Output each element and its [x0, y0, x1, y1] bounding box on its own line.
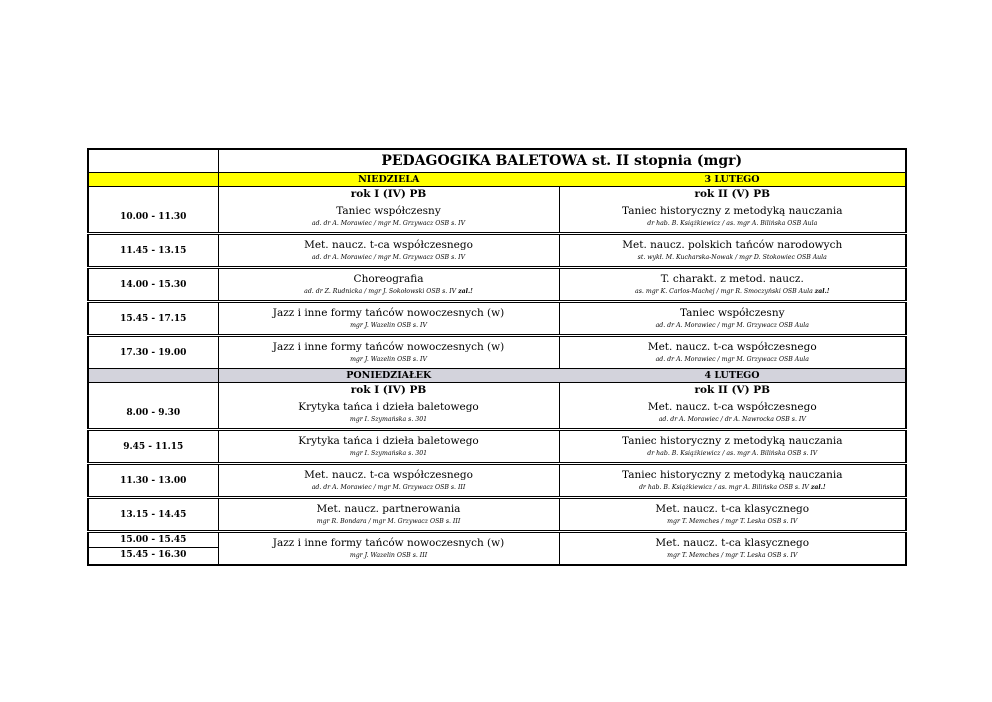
class-cell-right: [559, 336, 906, 369]
teacher-info: [560, 354, 906, 366]
year-label-left: rok I (IV) PB: [218, 383, 559, 398]
teacher-names: dr hab. B. Książkiewicz / as. mgr A. Bilińska OSB s. IV: [638, 483, 809, 491]
teacher-names: mgr T. Memches / mgr T. Leska OSB s. IV: [667, 551, 798, 559]
teacher-info: [219, 252, 559, 264]
year-header-blank: [88, 383, 218, 398]
schedule-row: [88, 532, 906, 566]
time-slot: 10.00 - 11.30: [120, 211, 187, 222]
title-blank-cell: [88, 149, 218, 173]
day-name: PONIEDZIAŁEK: [218, 369, 559, 383]
teacher-names: ad. dr Z. Rudnicka / mgr J. Sokołowski OSB s. IV: [304, 287, 457, 295]
teacher-info: [219, 320, 559, 332]
teacher-names: mgr J. Wazelin OSB s. IV: [350, 355, 427, 363]
class-cell-right: [559, 498, 906, 532]
teacher-info: [560, 218, 906, 230]
credit-note: zal.!: [814, 287, 830, 295]
course-name: Taniec współczesny: [679, 306, 785, 319]
class-cell-left: [218, 397, 559, 430]
teacher-info: [219, 218, 559, 230]
class-cell-left: [218, 532, 559, 566]
time-slot: 9.45 - 11.15: [123, 441, 184, 452]
day-header-row: [88, 369, 906, 383]
teacher-names: dr hab. B. Książkiewicz / as. mgr A. Bilińska OSB s. IV: [647, 449, 818, 457]
year-label-left: rok I (IV) PB: [218, 187, 559, 202]
time-slot: 15.45 - 16.30: [89, 547, 218, 562]
page-title: PEDAGOGIKA BALETOWA st. II stopnia (mgr): [218, 149, 906, 173]
time-cell: [88, 532, 218, 566]
day-header-row: [88, 173, 906, 187]
time-slot: 17.30 - 19.00: [120, 347, 187, 358]
schedule-row: [88, 201, 906, 234]
course-name: Jazz i inne formy tańców nowoczesnych (w): [272, 536, 505, 549]
year-label-right: rok II (V) PB: [559, 383, 906, 398]
teacher-names: ad. dr A. Morawiec / mgr M. Grzywacz OSB s. IV: [311, 253, 466, 261]
teacher-names: st. wykł. M. Kucharska-Nowak / mgr D. Stokowiec OSB Aula: [637, 253, 827, 261]
time-cell: [88, 430, 218, 464]
day-date: 4 LUTEGO: [559, 369, 906, 383]
class-cell-right: [559, 532, 906, 566]
schedule-row: [88, 498, 906, 532]
teacher-info: [560, 482, 906, 494]
timetable: [87, 148, 907, 566]
teacher-info: [560, 252, 906, 264]
schedule-row: [88, 464, 906, 498]
day-date: 3 LUTEGO: [559, 173, 906, 187]
course-name: Met. naucz. t-ca współczesnego: [304, 238, 473, 251]
class-cell-left: [218, 302, 559, 336]
teacher-info: [219, 414, 559, 426]
time-cell: [88, 234, 218, 268]
class-cell-left: [218, 336, 559, 369]
teacher-names: mgr J. Wazelin OSB s. IV: [350, 321, 427, 329]
course-name: Met. naucz. t-ca współczesnego: [304, 468, 473, 481]
teacher-names: mgr J. Wazelin OSB s. III: [349, 551, 428, 559]
course-name: Taniec historyczny z metodyką nauczania: [622, 434, 843, 447]
day-name: NIEDZIELA: [218, 173, 559, 187]
time-slot: 11.30 - 13.00: [120, 475, 187, 486]
class-cell-left: [218, 234, 559, 268]
teacher-names: ad. dr A. Morawiec / mgr M. Grzywacz OSB Aula: [655, 321, 809, 329]
course-name: Met. naucz. t-ca klasycznego: [655, 536, 810, 549]
schedule-row: [88, 336, 906, 369]
time-cell: [88, 302, 218, 336]
teacher-names: ad. dr A. Morawiec / mgr M. Grzywacz OSB s. III: [311, 483, 466, 491]
class-cell-right: [559, 397, 906, 430]
teacher-info: [560, 286, 906, 298]
time-slot: 15.45 - 17.15: [120, 313, 187, 324]
teacher-info: [560, 516, 906, 528]
course-name: Met. naucz. polskich tańców narodowych: [622, 238, 843, 251]
time-slot: 14.00 - 15.30: [120, 279, 187, 290]
title-row: [88, 149, 906, 173]
schedule-row: [88, 234, 906, 268]
day-header-blank: [88, 369, 218, 383]
credit-note: zal.!: [458, 287, 473, 295]
class-cell-right: [559, 302, 906, 336]
course-name: T. charakt. z metod. naucz.: [660, 272, 804, 285]
course-name: Met. naucz. t-ca współczesnego: [647, 340, 817, 353]
schedule-row: [88, 268, 906, 302]
teacher-names: mgr I. Szymańska s. 301: [349, 415, 428, 423]
class-cell-left: [218, 464, 559, 498]
course-name: Taniec historyczny z metodyką nauczania: [622, 468, 843, 481]
teacher-names: ad. dr A. Morawiec / dr A. Nawrocka OSB s. IV: [658, 415, 806, 423]
teacher-info: [219, 354, 559, 366]
course-name: Met. naucz. t-ca klasycznego: [655, 502, 810, 515]
time-cell: [88, 268, 218, 302]
teacher-names: dr hab. B. Książkiewicz / as. mgr A. Bilińska OSB Aula: [647, 219, 818, 227]
teacher-info: [560, 448, 906, 460]
teacher-info: [219, 482, 559, 494]
teacher-info: [219, 448, 559, 460]
schedule-row: [88, 397, 906, 430]
teacher-info: [219, 550, 559, 562]
class-cell-left: [218, 268, 559, 302]
teacher-names: mgr R. Bondara / mgr M. Grzywacz OSB s. III: [316, 517, 461, 525]
course-name: Taniec historyczny z metodyką nauczania: [622, 204, 843, 217]
class-cell-right: [559, 430, 906, 464]
course-name: Taniec współczesny: [336, 204, 441, 217]
teacher-names: ad. dr A. Morawiec / mgr M. Grzywacz OSB s. IV: [311, 219, 466, 227]
time-cell: [88, 201, 218, 234]
schedule-row: [88, 302, 906, 336]
class-cell-right: [559, 234, 906, 268]
year-label-right: rok II (V) PB: [559, 187, 906, 202]
class-cell-right: [559, 201, 906, 234]
teacher-info: [560, 414, 906, 426]
course-name: Met. naucz. partnerowania: [316, 502, 461, 515]
teacher-names: mgr I. Szymańska s. 301: [349, 449, 428, 457]
time-slot: 11.45 - 13.15: [120, 245, 187, 256]
teacher-info: [219, 286, 559, 298]
course-name: Krytyka tańca i dzieła baletowego: [298, 400, 479, 413]
time-slot: 15.00 - 15.45: [120, 535, 187, 545]
timetable-body: [88, 149, 906, 565]
year-header-row: [88, 383, 906, 398]
course-name: Jazz i inne formy tańców nowoczesnych (w): [272, 306, 505, 319]
class-cell-right: [559, 268, 906, 302]
teacher-names: ad. dr A. Morawiec / mgr M. Grzywacz OSB Aula: [655, 355, 809, 363]
course-name: Met. naucz. t-ca współczesnego: [647, 400, 817, 413]
class-cell-right: [559, 464, 906, 498]
year-header-blank: [88, 187, 218, 202]
class-cell-left: [218, 498, 559, 532]
time-cell: [88, 464, 218, 498]
schedule-row: [88, 430, 906, 464]
year-header-row: [88, 187, 906, 202]
course-name: Choreografia: [353, 272, 424, 285]
time-cell: [88, 336, 218, 369]
credit-note: zal.!: [810, 483, 826, 491]
teacher-info: [219, 516, 559, 528]
time-cell: [88, 498, 218, 532]
time-slot: 13.15 - 14.45: [120, 509, 187, 520]
time-slot: 8.00 - 9.30: [126, 407, 181, 418]
day-header-blank: [88, 173, 218, 187]
course-name: Jazz i inne formy tańców nowoczesnych (w): [272, 340, 505, 353]
teacher-info: [560, 320, 906, 332]
class-cell-left: [218, 201, 559, 234]
time-cell: [88, 397, 218, 430]
class-cell-left: [218, 430, 559, 464]
teacher-names: mgr T. Memches / mgr T. Leska OSB s. IV: [667, 517, 798, 525]
course-name: Krytyka tańca i dzieła baletowego: [298, 434, 479, 447]
teacher-names: as. mgr K. Carlos-Machej / mgr R. Smoczyński OSB Aula: [635, 287, 813, 295]
teacher-info: [560, 550, 906, 562]
